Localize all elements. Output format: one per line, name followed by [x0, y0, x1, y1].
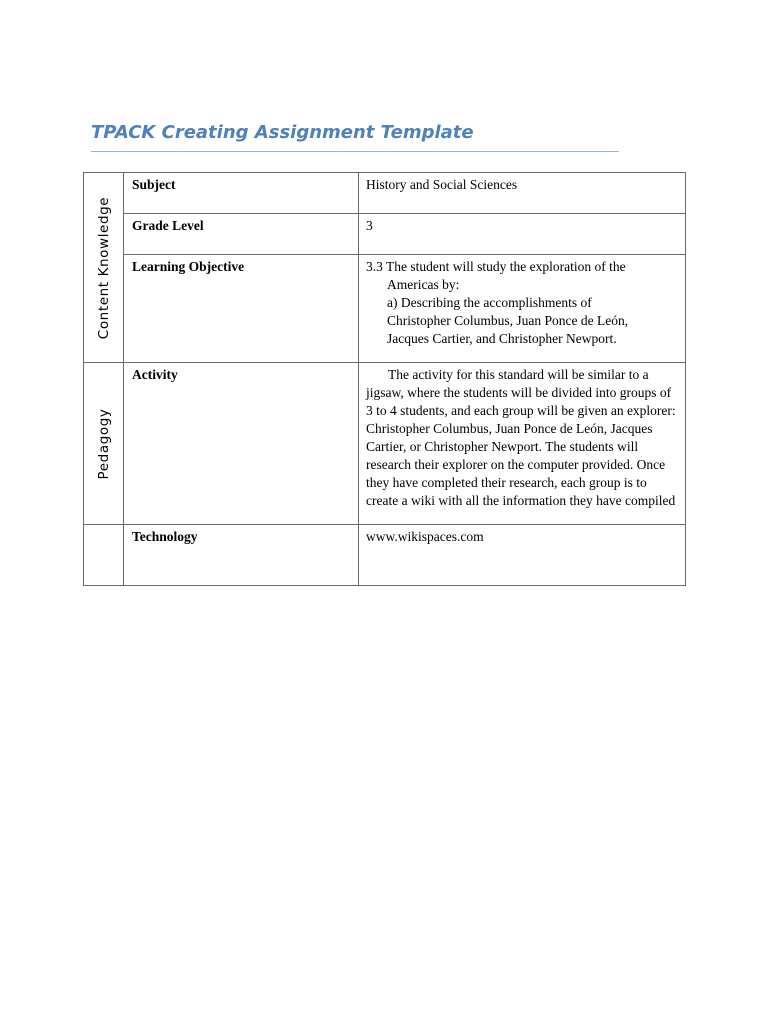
activity-label: Activity [124, 363, 359, 525]
grade-level-label: Grade Level [124, 214, 359, 255]
technology-section-cell [84, 525, 124, 586]
objective-line: 3.3 The student will study the exploration of the [366, 259, 626, 274]
pedagogy-label: Pedagogy [95, 408, 112, 479]
table-row-subject [84, 173, 686, 214]
technology-label: Technology [124, 525, 359, 586]
table-row-technology [84, 525, 686, 586]
grade-level-value: 3 [359, 214, 686, 255]
document-title: TPACK Creating Assignment Template [91, 122, 474, 143]
objective-line: Americas by: [387, 277, 460, 292]
objective-line: Christopher Columbus, Juan Ponce de León, [387, 313, 629, 328]
table-row-activity [84, 363, 686, 525]
content-knowledge-section-cell [84, 173, 124, 363]
learning-objective-label: Learning Objective [124, 255, 359, 363]
subject-label: Subject [124, 173, 359, 214]
table-row-learning-objective [84, 255, 686, 363]
activity-paragraph: The activity for this standard will be similar to a jigsaw, where the students will be divided into groups of 3 to 4 students, and each group will be given an explorer: Christopher Columbus, Juan Ponce de León, Jacques Cartier, or Christopher Newport. The students will research their explorer on the computer provided. Once they have completed their research, each group is to create a wiki with all the information they have compiled [366, 367, 676, 508]
table-row-grade-level [84, 214, 686, 255]
technology-value: www.wikispaces.com [359, 525, 686, 586]
objective-line: Jacques Cartier, and Christopher Newport. [387, 331, 617, 346]
title-underline [91, 151, 619, 152]
content-knowledge-label: Content Knowledge [95, 196, 112, 339]
objective-line: a) Describing the accomplishments of [387, 295, 592, 310]
assignment-template-table [83, 172, 686, 586]
learning-objective-value [359, 255, 686, 363]
pedagogy-section-cell [84, 363, 124, 525]
activity-value [359, 363, 686, 525]
subject-value: History and Social Sciences [359, 173, 686, 214]
